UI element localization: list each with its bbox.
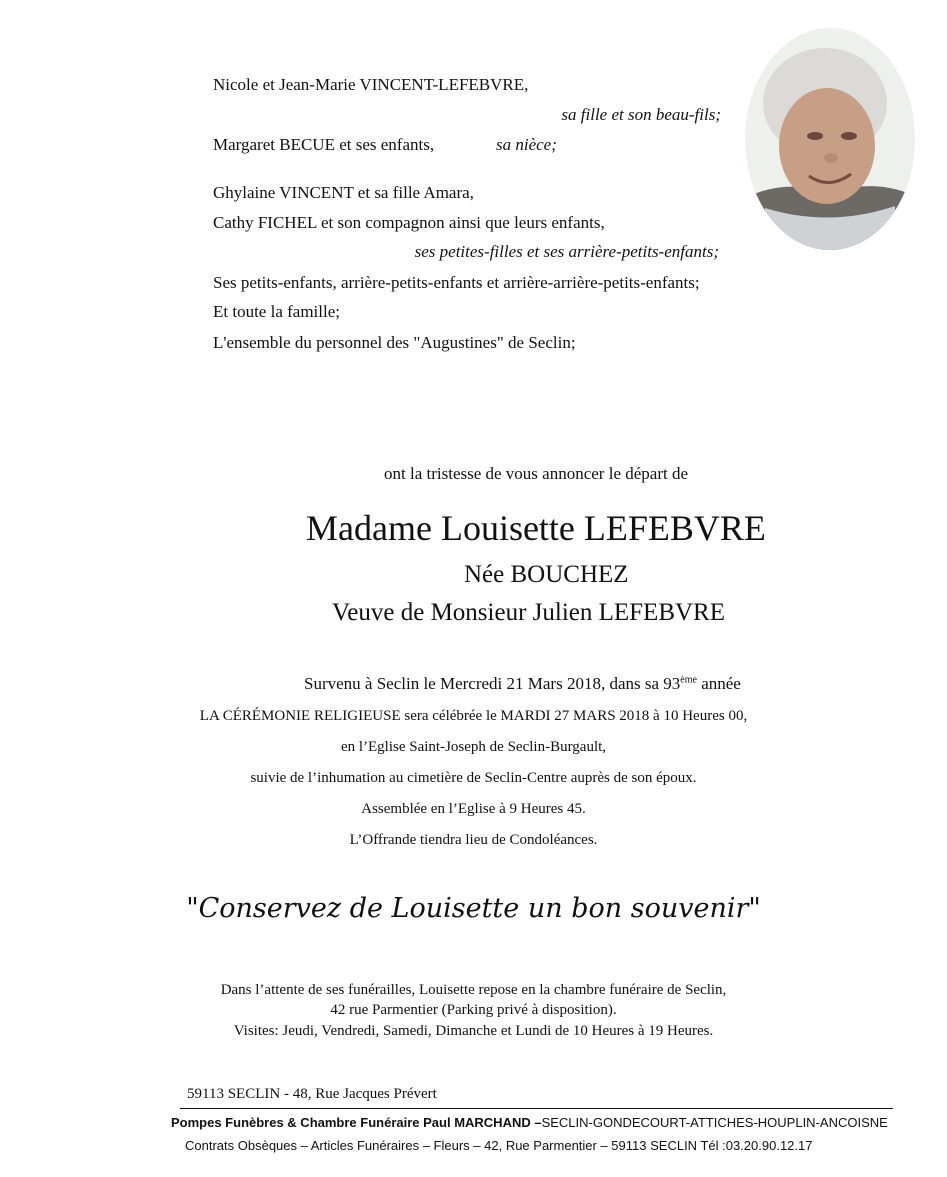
rest-line-2: 42 rue Parmentier (Parking privé à disposition). <box>330 1002 617 1018</box>
footer-company <box>171 1115 888 1130</box>
deceased-nee: Née BOUCHEZ <box>464 561 629 588</box>
rest-line-1: Dans l’attente de ses funérailles, Louisette repose en la chambre funéraire de Seclin, <box>220 982 727 998</box>
rest-line-3: Visites: Jeudi, Vendredi, Samedi, Dimanche et Lundi de 10 Heures à 19 Heures. <box>233 1023 714 1039</box>
death-info-text: Survenu à Seclin le Mercredi 21 Mars 2018, dans sa 93 <box>304 674 681 693</box>
ceremony-info: LA CÉRÉMONIE RELIGIEUSE sera célébrée le MARDI 27 MARS 2018 à 10 Heures 00, <box>199 708 748 724</box>
family-line-2: Margaret BECUE et ses enfants, <box>213 135 435 154</box>
family-line-7: L'ensemble du personnel des "Augustines" de Seclin; <box>213 333 576 352</box>
footer-services: Contrats Obsèques – Articles Funéraires – Fleurs – 42, Rue Parmentier – 59113 SECLIN Tél :03.20.90.12.17 <box>185 1138 813 1153</box>
footer-divider <box>180 1108 893 1109</box>
family-role-2: sa nièce; <box>496 135 557 154</box>
deceased-widow: Veuve de Monsieur Julien LEFEBVRE <box>332 599 726 626</box>
family-line-1: Nicole et Jean-Marie VINCENT-LEFEBVRE, <box>213 75 529 94</box>
portrait-photo <box>745 28 915 250</box>
memorial-quote: "Conservez de Louisette un bon souvenir" <box>186 893 761 924</box>
footer-company-sep: – <box>530 1115 542 1130</box>
footer-company-cities: SECLIN-GONDECOURT-ATTICHES-HOUPLIN-ANCOISNE <box>541 1115 888 1130</box>
assembly-info: Assemblée en l’Eglise à 9 Heures 45. <box>361 801 586 817</box>
family-line-3: Ghylaine VINCENT et sa fille Amara, <box>213 183 474 202</box>
church-info: en l’Eglise Saint-Joseph de Seclin-Burgault, <box>340 739 607 755</box>
family-line-5: Ses petits-enfants, arrière-petits-enfants et arrière-arrière-petits-enfants; <box>213 273 700 292</box>
death-info-sup: ème <box>680 674 697 686</box>
family-line-4: Cathy FICHEL et son compagnon ainsi que leurs enfants, <box>213 213 605 232</box>
footer-address: 59113 SECLIN - 48, Rue Jacques Prévert <box>187 1086 437 1102</box>
footer-company-name: Pompes Funèbres & Chambre Funéraire Paul MARCHAND <box>171 1115 531 1130</box>
family-role-4: ses petites-filles et ses arrière-petits-enfants; <box>414 242 719 261</box>
announce-text: ont la tristesse de vous annoncer le départ de <box>384 464 689 483</box>
offering-info: L’Offrande tiendra lieu de Condoléances. <box>349 832 598 848</box>
burial-info: suivie de l’inhumation au cimetière de Seclin-Centre auprès de son époux. <box>250 770 697 786</box>
family-line-6: Et toute la famille; <box>213 302 340 321</box>
death-info-post: année <box>696 674 741 693</box>
death-info <box>304 674 741 694</box>
deceased-name: Madame Louisette LEFEBVRE <box>306 508 766 548</box>
family-role-1: sa fille et son beau-fils; <box>561 105 721 124</box>
